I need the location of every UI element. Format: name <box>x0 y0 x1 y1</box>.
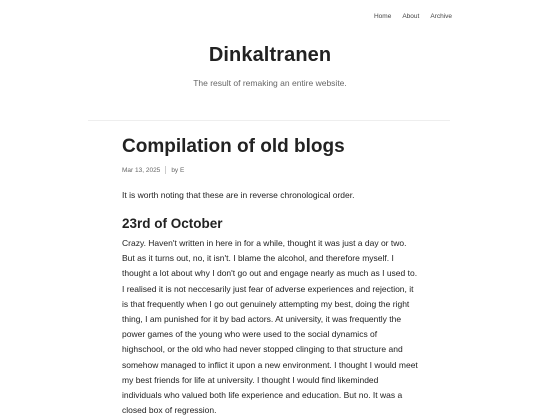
body-line: my best friends for life at university. I thought I would find likeminded <box>122 374 379 385</box>
body-line: closed box of regression. <box>122 405 217 416</box>
post-meta <box>122 166 184 174</box>
body-line: thought a lot about why I don't go out and engage nearly as much as I used to. <box>122 268 418 279</box>
body-line: thing, I am punished for it by bad actors. At university, it was frequently the <box>122 314 402 325</box>
nav-link-archive[interactable]: Archive <box>430 13 452 20</box>
nav-link-about[interactable]: About <box>402 13 420 20</box>
body-line: highschool, or the old who had never stopped clinging to that structure and <box>122 344 403 355</box>
header-divider <box>88 120 450 121</box>
post-title: Compilation of old blogs <box>122 136 345 157</box>
top-navigation <box>374 13 452 20</box>
nav-link-home[interactable]: Home <box>373 13 392 20</box>
post-author: by E <box>171 166 185 174</box>
body-line: is that frequently when I go out genuinely attempting my best, doing the right <box>122 298 410 309</box>
section-heading: 23rd of October <box>122 216 223 231</box>
body-line: individuals who valued both life experience and education. But no. It was a <box>122 390 403 401</box>
body-line: I realised it is not neccesarily just fear of adverse experiences and rejection, it <box>122 283 414 294</box>
post-date: Mar 13, 2025 <box>122 166 161 174</box>
body-line: power games of the young who were used to the social dynamics of <box>122 329 378 340</box>
body-line: But as it turns out, no, it isn't. I blame the alcohol, and therefore myself. I <box>122 253 394 264</box>
body-line: Crazy. Haven't written in here in for a while, thought it was just a day or two. <box>122 238 407 248</box>
post-intro: It is worth noting that these are in reverse chronological order. <box>122 190 355 200</box>
site-description: The result of remaking an entire website. <box>193 78 347 88</box>
site-title[interactable]: Dinkaltranen <box>208 44 332 66</box>
body-line: somehow managed to inflict it upon a new environment. I thought I would meet <box>122 359 418 370</box>
meta-separator <box>165 166 166 174</box>
post-body <box>122 236 422 418</box>
